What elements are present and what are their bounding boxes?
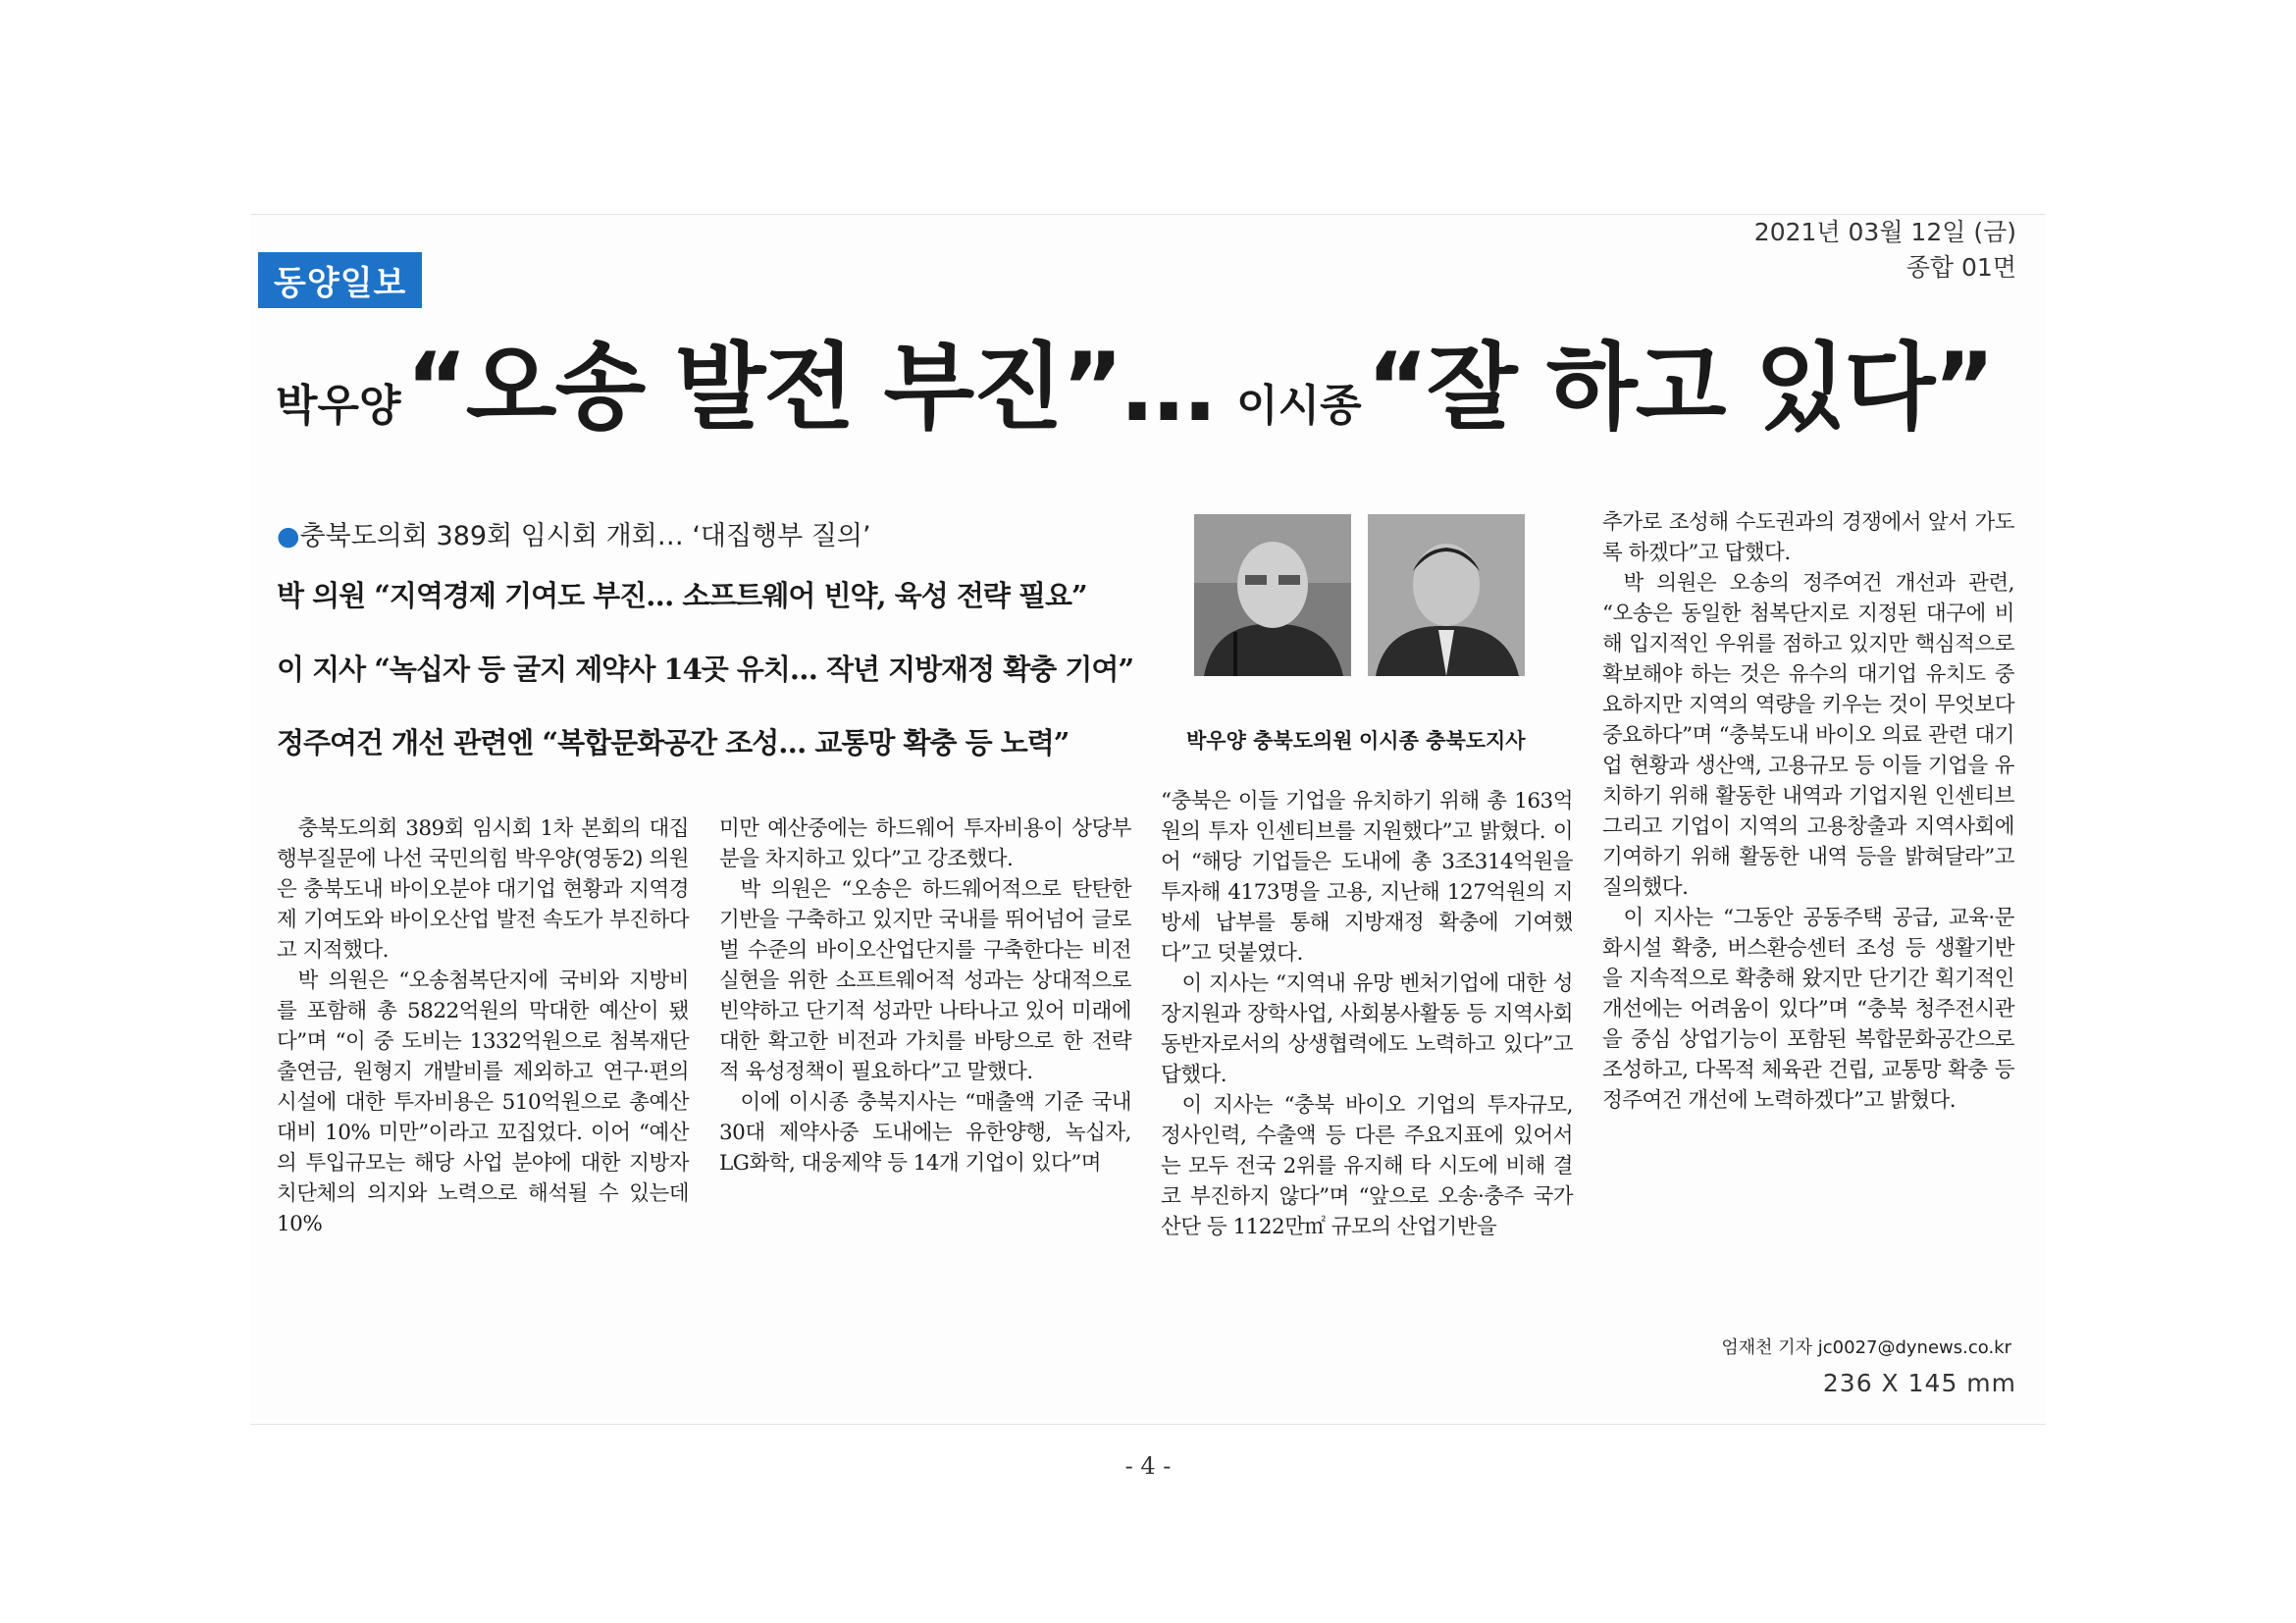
portrait-photo-lee xyxy=(1368,514,1525,676)
publication-date: 2021년 03월 12일 (금) xyxy=(1753,218,2016,246)
body-column-1 xyxy=(277,813,689,1239)
body-column-4 xyxy=(1602,507,2014,1116)
headline-quote-1: “오송 발전 부진”… xyxy=(405,333,1215,443)
paragraph: 이 지사는 “충북 바이오 기업의 투자규모, 정사인력, 수출액 등 다른 주요지표에 있어서는 모두 전국 2위를 유지해 타 시도에 비해 결코 부진하지 않다”며 “앞으로 오송·충주 국가산단 등 1122만㎡ 규모의 산업기반을 xyxy=(1161,1093,1573,1239)
publication-info xyxy=(1754,215,2016,286)
newspaper-logo: 동양일보 xyxy=(258,252,422,308)
subheading-2: 이 지사 “녹십자 등 굴지 제약사 14곳 유치… 작년 지방재정 확충 기여” xyxy=(277,653,1134,686)
subheading-1: 박 의원 “지역경제 기여도 부진… 소프트웨어 빈약, 육성 전략 필요” xyxy=(277,579,1087,612)
headline-speaker-1: 박우양 xyxy=(276,381,401,431)
clipping-size: 236 X 145 mm xyxy=(1822,1369,2016,1397)
subheading-3: 정주여건 개선 관련엔 “복합문화공간 조성… 교통망 확충 등 노력” xyxy=(277,726,1070,759)
paragraph: 이 지사는 “그동안 공동주택 공급, 교육·문화시설 확충, 버스환승센터 조성 등 생활기반을 지속적으로 확충해 왔지만 단기간 획기적인 개선에는 어려움이 있다”며 “충북 청주전시관을 중심 상업기능이 포함된 복합문화공간으로 조성하고, 다목적 체육관 건립, 교통망 확충 등 정주여건 개선에 노력하겠다”고 밝혔다. xyxy=(1602,906,2014,1113)
headline xyxy=(276,313,2042,443)
subheading-lead xyxy=(277,514,1140,552)
body-column-2 xyxy=(719,813,1131,1178)
paragraph: 충북도의회 389회 임시회 1차 본회의 대집행부질문에 나선 국민의힘 박우양(영동2) 의원은 충북도내 바이오분야 대기업 현황과 지역경제 기여도와 바이오산업 발전 속도가 부진하다고 지적했다. xyxy=(277,816,689,963)
bullet-icon: ● xyxy=(277,521,300,551)
paragraph: “충북은 이들 기업을 유치하기 위해 총 163억원의 투자 인센티브를 지원했다”고 밝혔다. 이어 “해당 기업들은 도내에 총 3조314억원을 투자해 4173명을 고용, 지난해 127억원의 지방세 납부를 통해 지방재정 확충에 기여했다”고 덧붙였다. xyxy=(1161,789,1573,966)
paragraph: 미만 예산중에는 하드웨어 투자비용이 상당부분을 차지하고 있다”고 강조했다. xyxy=(719,816,1131,871)
article-clipping xyxy=(250,214,2046,1425)
portrait-photo-park xyxy=(1194,514,1351,676)
photo-caption-park: 박우양 충북도의원 xyxy=(1186,729,1353,753)
paragraph: 이에 이시종 충북지사는 “매출액 기준 국내 30대 제약사중 도내에는 유한양행, 녹십자, LG화학, 대웅제약 등 14개 기업이 있다”며 xyxy=(719,1090,1131,1176)
subheading-lead-text: 충북도의회 389회 임시회 개회… ‘대집행부 질의’ xyxy=(299,521,871,551)
paragraph: 이 지사는 “지역내 유망 벤처기업에 대한 성장지원과 장학사업, 사회봉사활동 등 지역사회 동반자로서의 상생협력에도 노력하고 있다”고 답했다. xyxy=(1161,971,1573,1087)
page-number: - 4 - xyxy=(1124,1452,1172,1480)
paragraph: 추가로 조성해 수도권과의 경쟁에서 앞서 가도록 하겠다”고 답했다. xyxy=(1602,510,2014,565)
paragraph: 박 의원은 “오송첨복단지에 국비와 지방비를 포함해 총 5822억원의 막대한 예산이 됐다”며 “이 중 도비는 1332억원으로 첨복재단 출연금, 원형지 개발비를 제외하고 연구·편의시설에 대한 투자비용은 510억원으로 총예산대비 10% 미만”이라고 꼬집었다. 이어 “예산의 투입규모는 해당 사업 분야에 대한 지방자치단체의 의지와 노력으로 해석될 수 있는데 10% xyxy=(277,969,689,1236)
headline-speaker-2: 이시종 xyxy=(1236,381,1362,431)
subheadings xyxy=(277,514,1140,795)
page-section: 종합 01면 xyxy=(1905,253,2016,282)
paragraph: 박 의원은 오송의 정주여건 개선과 관련, “오송은 동일한 첨복단지로 지정된 대구에 비해 입지적인 우위를 점하고 있지만 핵심적으로 확보해야 하는 것은 유수의 대기업 유치도 중요하지만 지역의 역량을 키우는 것이 무엇보다 중요하다”며 “충북도내 바이오 의료 관련 대기업 현황과 생산액, 고용규모 등 이들 기업을 유치하기 위해 활동한 내역과 기업지원 인센티브 그리고 기업이 지역의 고용창출과 지역사회에 기여하기 위해 활동한 내역 등을 밝혀달라”고 질의했다. xyxy=(1602,571,2014,900)
photo-caption-lee: 이시종 충북도지사 xyxy=(1359,729,1526,753)
reporter-byline: 엄재천 기자 jc0027@dynews.co.kr xyxy=(1721,1337,2011,1358)
paragraph: 박 의원은 “오송은 하드웨어적으로 탄탄한 기반을 구축하고 있지만 국내를 뛰어넘어 글로벌 수준의 바이오산업단지를 구축한다는 비전 실현을 위한 소프트웨어적 성과는 상대적으로 빈약하고 단기적 성과만 나타나고 있어 미래에 대한 확고한 비전과 가치를 바탕으로 한 전략적 육성정책이 필요하다”고 말했다. xyxy=(719,877,1131,1084)
headline-quote-2: “잘 하고 있다” xyxy=(1366,333,1994,443)
body-column-3 xyxy=(1161,786,1573,1242)
